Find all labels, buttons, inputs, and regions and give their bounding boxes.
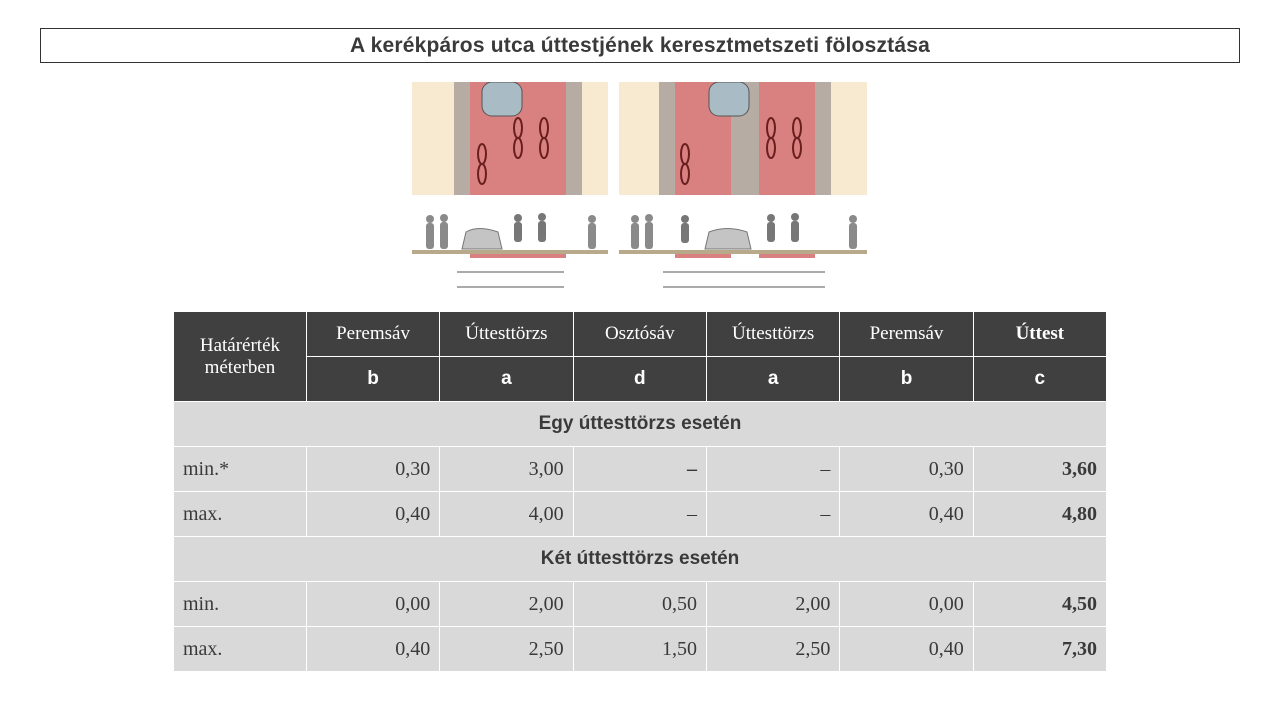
page-title: A kerékpáros utca úttestjének keresztmetszeti fölosztása [40,28,1240,63]
cell-a2: 2,50 [706,627,839,672]
col-header-uttest: Úttest [973,312,1106,357]
section-title: Egy úttesttörzs esetén [174,402,1107,447]
col-header-uttesttorzs-2: Úttesttörzs [706,312,839,357]
cell-d: – [573,447,706,492]
col-header-peremsav-1: Peremsáv [306,312,439,357]
cell-b2: 0,40 [840,627,973,672]
cell-b1: 0,40 [306,627,439,672]
cell-a1: 4,00 [440,492,573,537]
cell-c: 4,50 [973,582,1106,627]
col-code-c: c [973,357,1106,402]
cell-a1: 2,50 [440,627,573,672]
corner-label: Határérték méterben [174,312,307,402]
section-title: Két úttesttörzs esetén [174,537,1107,582]
cross-section-illustration-double [619,82,867,294]
table-row [174,492,1107,537]
col-code-a-1: a [440,357,573,402]
col-code-b-1: b [306,357,439,402]
cell-d: – [573,492,706,537]
cell-a2: – [706,492,839,537]
col-header-osztosav: Osztósáv [573,312,706,357]
row-label: min. [174,582,307,627]
col-code-a-2: a [706,357,839,402]
row-label: max. [174,627,307,672]
cross-section-illustration-single [412,82,608,294]
cell-c: 7,30 [973,627,1106,672]
cell-c: 4,80 [973,492,1106,537]
col-header-peremsav-2: Peremsáv [840,312,973,357]
cell-b2: 0,00 [840,582,973,627]
table-row [174,582,1107,627]
cell-a2: 2,00 [706,582,839,627]
cell-b2: 0,40 [840,492,973,537]
cell-d: 1,50 [573,627,706,672]
row-label: max. [174,492,307,537]
cell-b1: 0,40 [306,492,439,537]
row-label: min.* [174,447,307,492]
cell-b1: 0,00 [306,582,439,627]
table-row [174,627,1107,672]
cell-b2: 0,30 [840,447,973,492]
table-row [174,447,1107,492]
cell-a1: 3,00 [440,447,573,492]
cell-d: 0,50 [573,582,706,627]
dimension-table [173,311,1107,672]
cell-b1: 0,30 [306,447,439,492]
col-code-b-2: b [840,357,973,402]
col-header-uttesttorzs-1: Úttesttörzs [440,312,573,357]
cell-a2: – [706,447,839,492]
col-code-d: d [573,357,706,402]
cell-c: 3,60 [973,447,1106,492]
cell-a1: 2,00 [440,582,573,627]
